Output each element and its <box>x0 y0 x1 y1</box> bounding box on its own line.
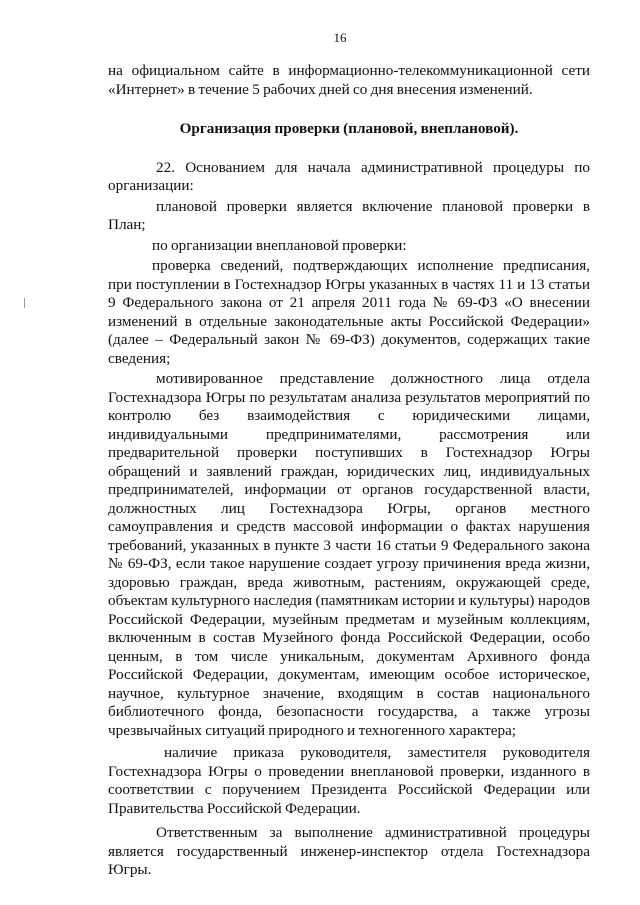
paragraph-motivated-submission: мотивированное представление должностного лица отдела Гостехнадзора Югры по результатам анализа результатов мероприятий по контролю без взаимодействия с юридическими лицами, индивидуальными предпринимателями, рассмотрения или предварительной проверки поступивших в Гостехнадзор Югры обращений и заявлений граждан, юридических лиц, индивидуальных предпринимателей, информации от органов государственной власти, должностных лиц Гостехнадзора Югры, органов местного самоуправления и средств массовой информации о фактах нарушения требований, указанных в пункте 3 части 16 статьи 9 Федерального закона № 69-ФЗ, если такое нарушение создает угрозу причинения вреда жизни, здоровью граждан, вреда животным, растениям, окружающей среде, объектам культурного наследия (памятникам истории и культуры) народов Российской Федерации, музейным предметам и музейным коллекциям, включенным в состав Музейного фонда Российской Федерации, особо ценным, в том числе уникальным, документам Архивного фонда Российской Федерации, документам, имеющим особое историческое, научное, культурное значение, входящим в состав национального библиотечного фонда, безопасности государства, а также угрозы чрезвычайных ситуаций природного и техногенного характера; <box>108 370 590 739</box>
margin-mark <box>24 298 25 308</box>
paragraph-planned-inspection: плановой проверки является включение плановой проверки в План; <box>108 197 590 233</box>
paragraph-responsible: Ответственным за выполнение административной процедуры является государственный инженер-инспектор отдела Гостехнадзора Югры. <box>108 824 590 878</box>
paragraph-verification: проверка сведений, подтверждающих исполнение предписания, при поступлении в Гостехнадзор Югры указанных в частях 11 и 13 статьи 9 Федерального закона от 21 апреля 2011 года № 69-ФЗ «О внесении изменений в отдельные законодательные акты Российской Федерации» (далее – Федеральный закон № 69-ФЗ) документов, содержащих такие сведения; <box>108 257 590 367</box>
page-number: 16 <box>333 30 347 45</box>
paragraph-unplanned-inspection: по организации внеплановой проверки: <box>152 236 407 254</box>
paragraph-22: 22. Основанием для начала административной процедуры по организации: <box>108 158 590 194</box>
paragraph-continuation: на официальном сайте в информационно-телекоммуникационной сети «Интернет» в течение 5 рабочих дней со дня внесения изменений. <box>108 62 590 98</box>
paragraph-order: наличие приказа руководителя, заместителя руководителя Гостехнадзора Югры о проведении внеплановой проверки, изданного в соответствии с поручением Президента Российской Федерации или Правительства Российской Федерации. <box>108 744 590 817</box>
document-body <box>108 62 590 880</box>
section-heading: Организация проверки (плановой, внеплановой). <box>179 120 519 137</box>
